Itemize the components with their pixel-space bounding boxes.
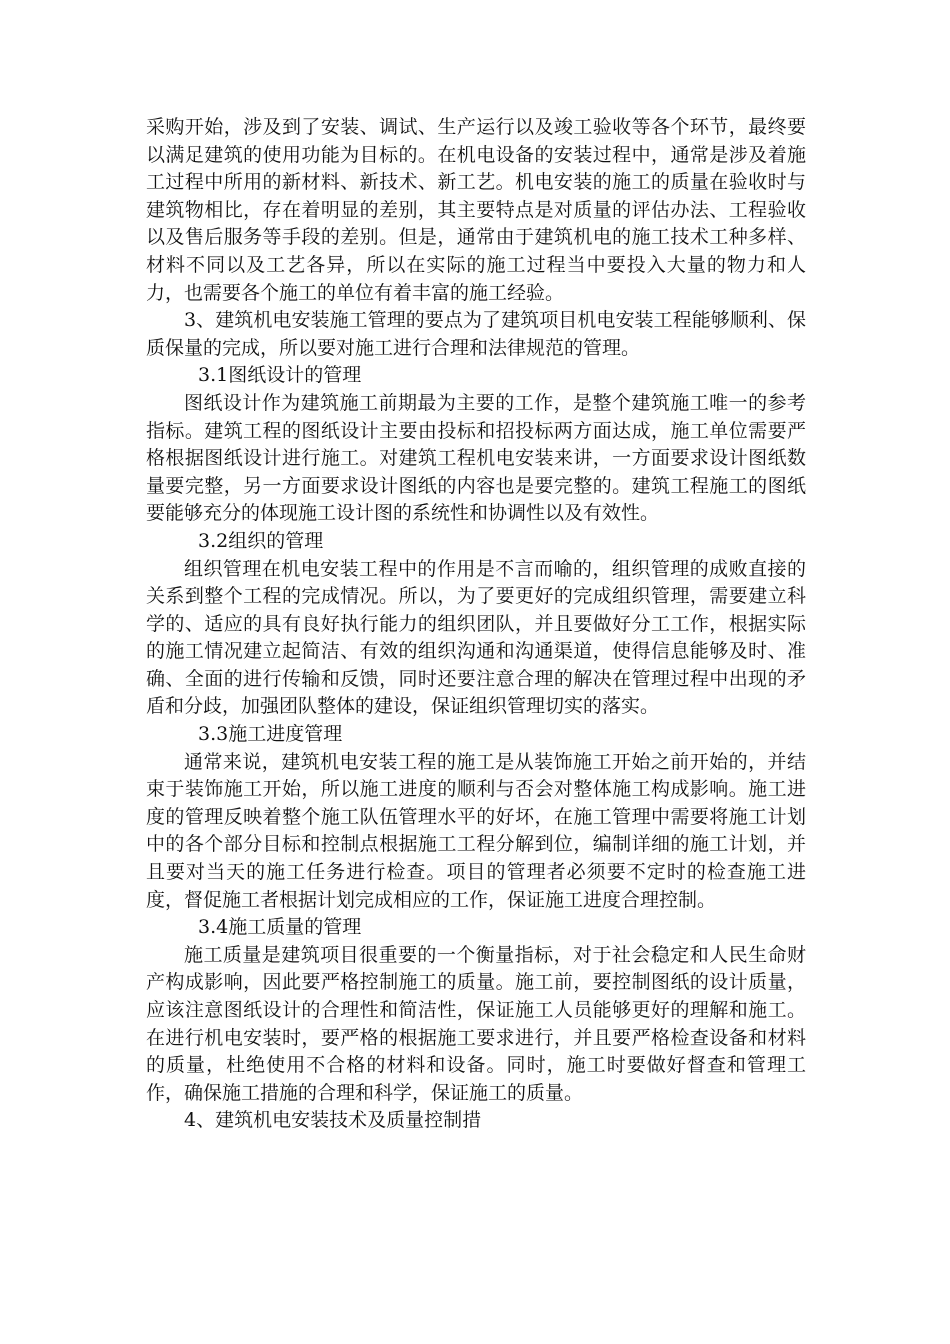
paragraph-3-4: 施工质量是建筑项目很重要的一个衡量指标，对于社会稳定和人民生命财产构成影响，因此要严格控制施工的质量。施工前，要控制图纸的设计质量，应该注意图纸设计的合理性和简洁性，保证施工人员能够更好的理解和施工。在进行机电安装时，要严格的根据施工要求进行，并且要严格检查设备和材料的质量，杜绝使用不合格的材料和设备。同时，施工时要做好督查和管理工作，确保施工措施的合理和科学，保证施工的质量。 bbox=[146, 943, 806, 1104]
heading-3-1: 3.1图纸设计的管理 bbox=[198, 364, 362, 387]
paragraph-3-1: 图纸设计作为建筑施工前期最为主要的工作，是整个建筑施工唯一的参考指标。建筑工程的图纸设计主要由投标和招投标两方面达成，施工单位需要严格根据图纸设计进行施工。对建筑工程机电安装来讲，一方面要求设计图纸数量要完整，另一方面要求设计图纸的内容也是要完整的。建筑工程施工的图纸要能够充分的体现施工设计图的系统性和协调性以及有效性。 bbox=[146, 391, 806, 525]
heading-3-2: 3.2组织的管理 bbox=[198, 529, 324, 552]
heading-3-4: 3.4施工质量的管理 bbox=[198, 916, 362, 939]
heading-section-4: 4、建筑机电安装技术及质量控制措 bbox=[184, 1109, 482, 1132]
paragraph-section-3: 3、建筑机电安装施工管理的要点为了建筑项目机电安装工程能够顺利、保质保量的完成，所以要对施工进行合理和法律规范的管理。 bbox=[146, 309, 806, 359]
document-page bbox=[146, 114, 806, 1135]
heading-3-3: 3.3施工进度管理 bbox=[198, 723, 343, 746]
paragraph-intro: 采购开始，涉及到了安装、调试、生产运行以及竣工验收等各个环节，最终要以满足建筑的使用功能为目标的。在机电设备的安装过程中，通常是涉及着施工过程中所用的新材料、新技术、新工艺。机电安装的施工的质量在验收时与建筑物相比，存在着明显的差别，其主要特点是对质量的评估办法、工程验收以及售后服务等手段的差别。但是，通常由于建筑机电的施工技术工种多样、材料不同以及工艺各异，所以在实际的施工过程当中要投入大量的物力和人力，也需要各个施工的单位有着丰富的施工经验。 bbox=[146, 116, 806, 304]
paragraph-3-2: 组织管理在机电安装工程中的作用是不言而喻的，组织管理的成败直接的关系到整个工程的完成情况。所以，为了要更好的完成组织管理，需要建立科学的、适应的具有良好执行能力的组织团队，并且要做好分工工作，根据实际的施工情况建立起简洁、有效的组织沟通和沟通渠道，使得信息能够及时、准确、全面的进行传输和反馈，同时还要注意合理的解决在管理过程中出现的矛盾和分歧，加强团队整体的建设，保证组织管理切实的落实。 bbox=[146, 557, 806, 718]
paragraph-3-3: 通常来说，建筑机电安装工程的施工是从装饰施工开始之前开始的，并结束于装饰施工开始，所以施工进度的顺利与否会对整体施工构成影响。施工进度的管理反映着整个施工队伍管理水平的好坏，在施工管理中需要将施工计划中的各个部分目标和控制点根据施工工程分解到位，编制详细的施工计划，并且要对当天的施工任务进行检查。项目的管理者必须要不定时的检查施工进度，督促施工者根据计划完成相应的工作，保证施工进度合理控制。 bbox=[146, 750, 806, 911]
